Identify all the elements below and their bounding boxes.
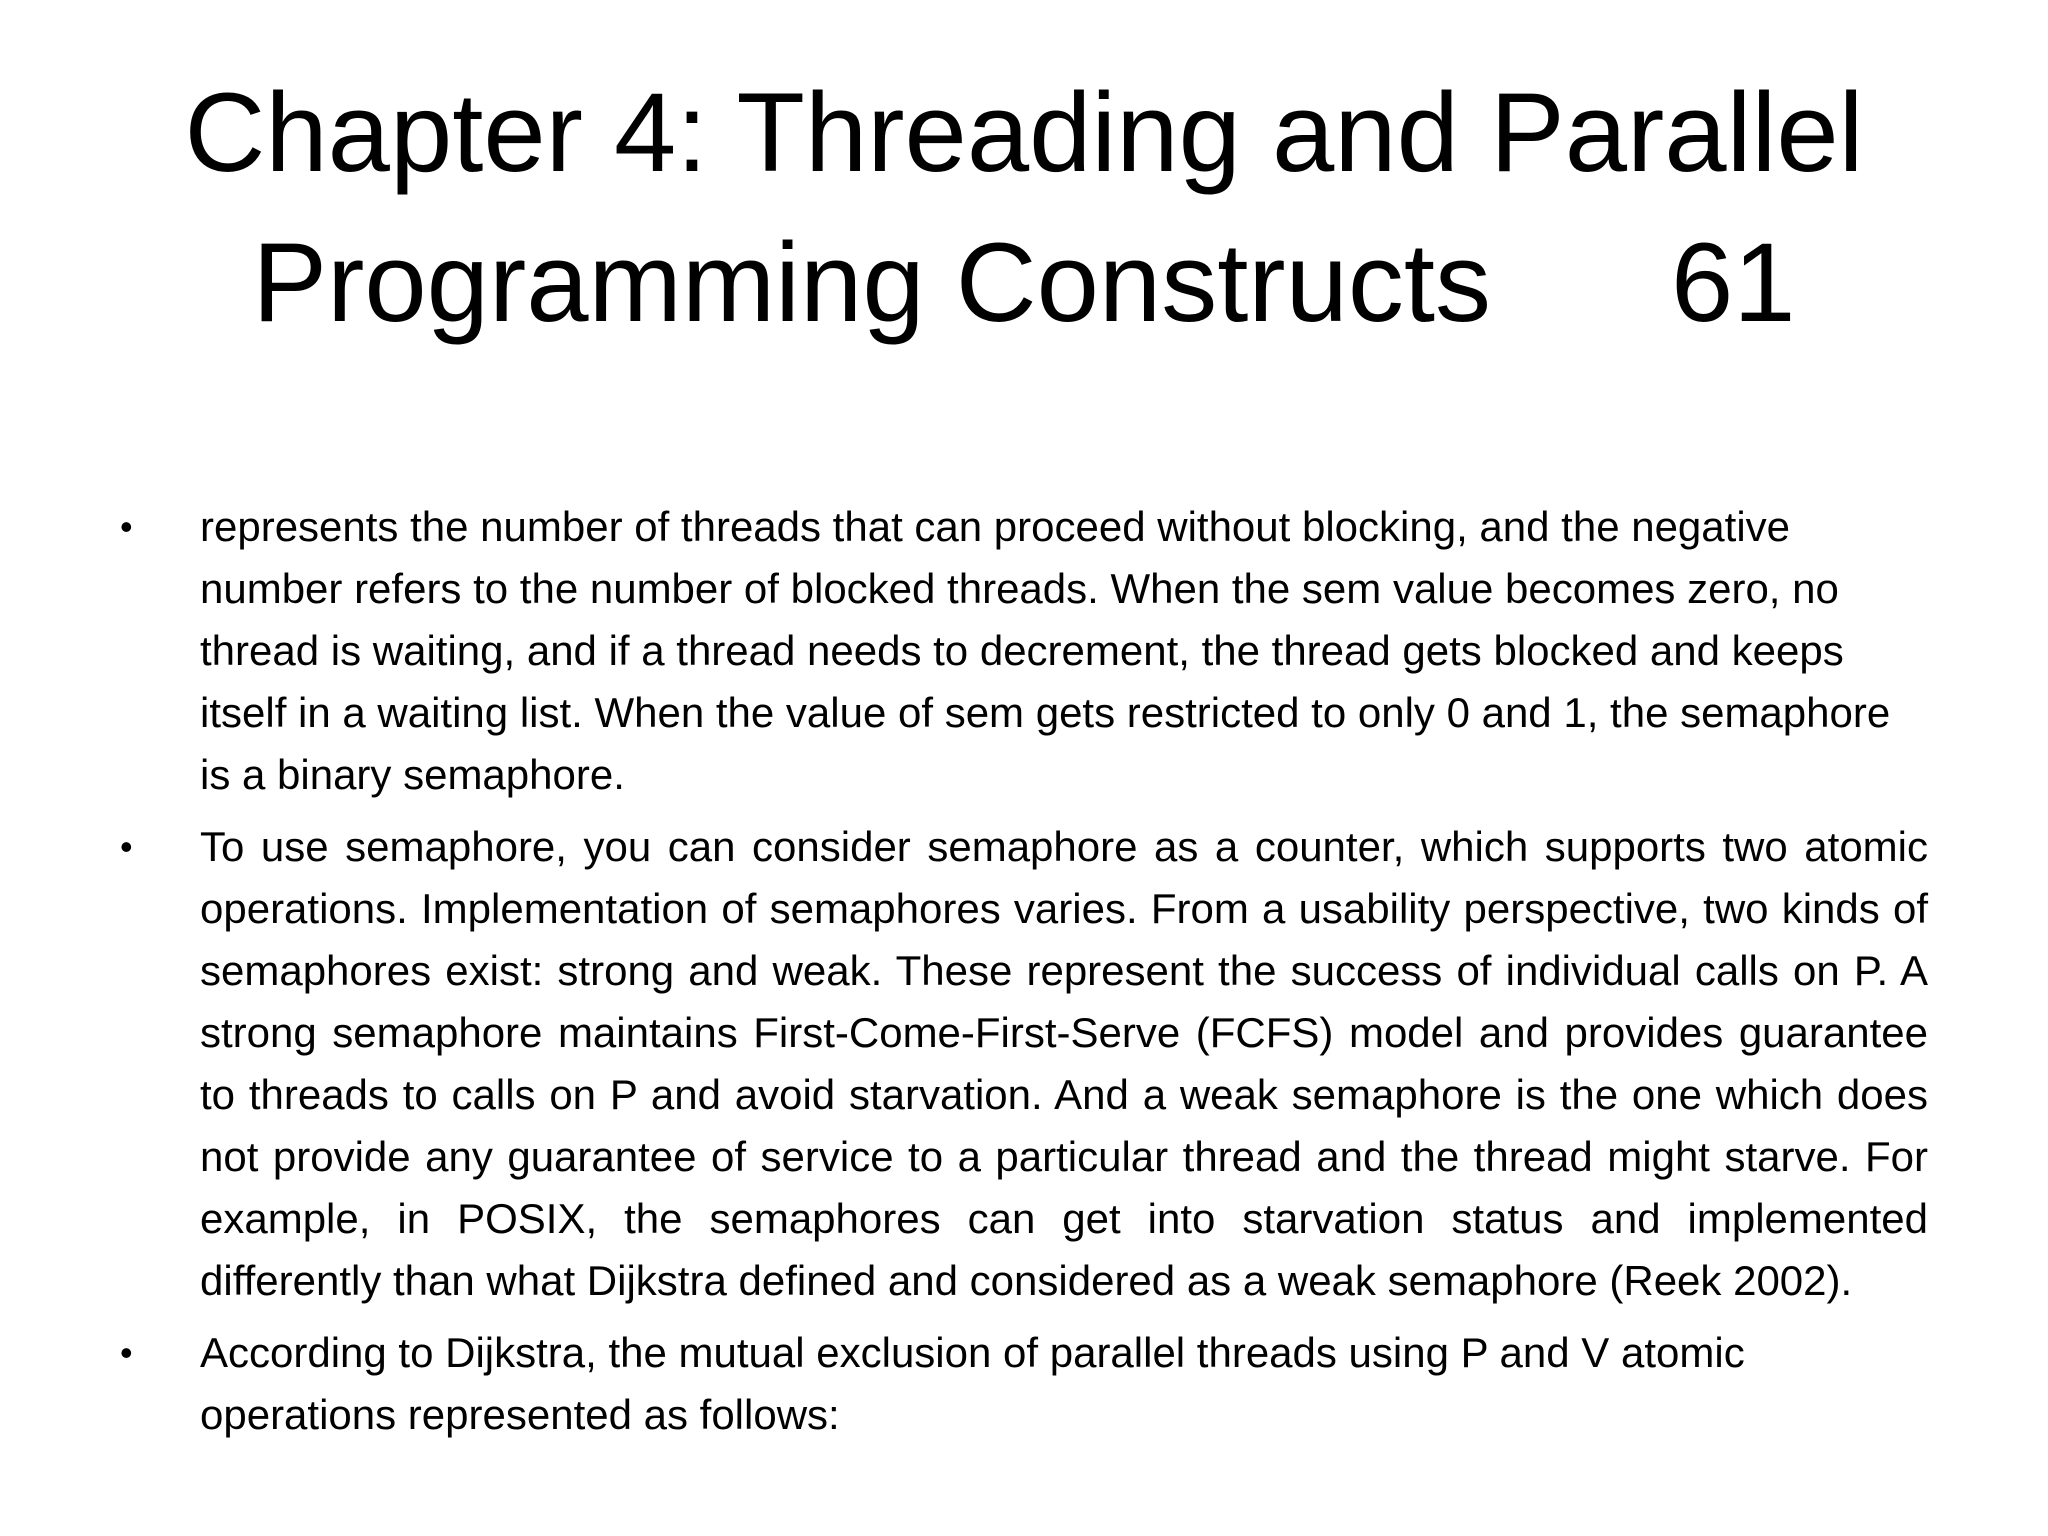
bullet-item <box>120 1322 1928 1446</box>
title-line-2 <box>120 208 1928 358</box>
bullet-text: According to Dijkstra, the mutual exclusion of parallel threads using P and V atomic operations represented as follows: <box>200 1329 1745 1438</box>
bullet-item <box>120 496 1928 806</box>
bullet-list <box>120 496 1928 1456</box>
bullet-icon: • <box>120 826 133 867</box>
title-line-1: Chapter 4: Threading and Parallel <box>184 70 1864 195</box>
title-line-2-text: Programming Constructs <box>252 220 1492 345</box>
bullet-item <box>120 816 1928 1312</box>
slide-title <box>120 58 1928 358</box>
bullet-icon: • <box>120 1332 133 1373</box>
page-number: 61 <box>1671 220 1796 345</box>
bullet-text: represents the number of threads that can proceed without blocking, and the negative number refers to the number of blocked threads. When the sem value becomes zero, no thread is waiting, and if a thread needs to decrement, the thread gets blocked and keeps itself in a waiting list. When the value of sem gets restricted to only 0 and 1, the semaphore is a binary semaphore. <box>200 503 1891 798</box>
bullet-text: To use semaphore, you can consider semaphore as a counter, which supports two atomic operations. Implementation of semaphores varies. From a usability perspective, two kinds of semaphores exist: strong and weak. These represent the success of individual calls on P. A strong semaphore maintains First-Come-First-Serve (FCFS) model and provides guarantee to threads to calls on P and avoid starvation. And a weak semaphore is the one which does not provide any guarantee of service to a particular thread and the thread might starve. For example, in POSIX, the semaphores can get into starvation status and implemented differently than what Dijkstra defined and considered as a weak semaphore (Reek 2002). <box>200 823 1928 1304</box>
bullet-icon: • <box>120 506 133 547</box>
